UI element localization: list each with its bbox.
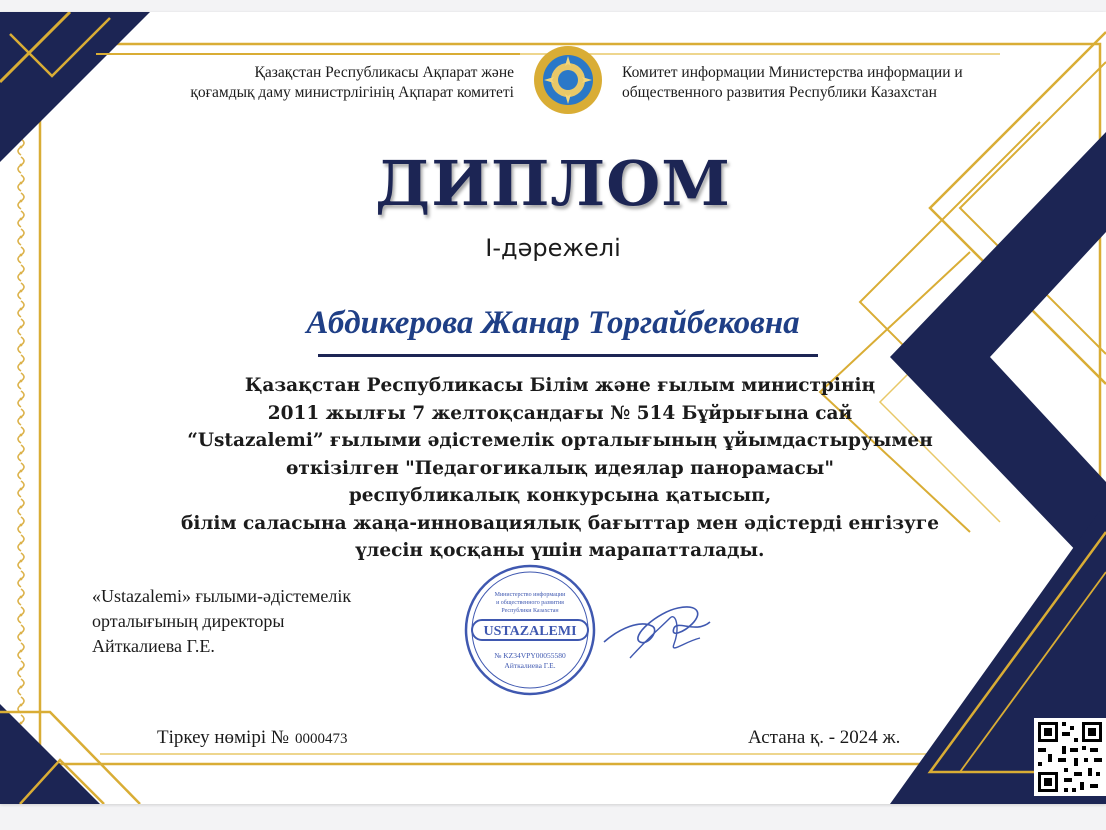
body-line: білім саласына жаңа-инновациялық бағыттар мен әдістерді енгізуге (181, 512, 939, 534)
signatory-org: «Ustazalemi» ғылыми-әдістемелік (92, 586, 352, 606)
diploma-page (0, 12, 1106, 804)
reg-number: 0000473 (294, 731, 348, 747)
body-line: “Ustazalemi” ғылыми әдістемелік орталығының ұйымдастыруымен (187, 430, 933, 451)
signatory-name: Айткалиева Г.Е. (92, 636, 215, 656)
header-right-line2: общественного развития Республики Казахстан (622, 84, 937, 101)
header-right (622, 63, 1062, 103)
state-emblem-icon (530, 42, 606, 118)
diploma-degree: І-дәрежелі (485, 234, 621, 262)
body-line: үлесін қосқаны үшін марапатталады. (355, 540, 765, 561)
diploma-title: ДИПЛОМ (375, 147, 731, 220)
qr-code-icon (1034, 718, 1106, 796)
header-left (74, 63, 514, 103)
signatory-block (92, 584, 351, 659)
recipient-name: Абдикерова Жанар Торгайбековна (306, 305, 800, 341)
official-stamp (462, 562, 598, 698)
body-line: Қазақстан Республикасы Білім және ғылым министрінің (244, 375, 876, 396)
body-line: өткізілген "Педагогикалық идеялар панорамасы" (286, 457, 834, 479)
handwritten-signature (600, 598, 720, 668)
stamp-number: № KZ34VPY00055580 (494, 651, 566, 660)
name-underline (318, 354, 818, 357)
header-left-line1: Қазақстан Республикасы Ақпарат және (254, 64, 514, 81)
header-right-line1: Комитет информации Министерства информации и (622, 64, 963, 81)
stamp-name: Айткалиева Г.Е. (504, 661, 556, 670)
svg-text:и общественного развития: и общественного развития (496, 600, 564, 606)
svg-text:Министерство информации: Министерство информации (494, 592, 566, 598)
header-left-line2: қоғамдық даму министрлігінің Ақпарат комитеті (190, 84, 514, 101)
diploma-body (120, 372, 1000, 565)
svg-text:Республики Казахстан: Республики Казахстан (501, 608, 559, 614)
stamp-center-text: USTAZALEMI (483, 624, 577, 639)
city-date: Астана қ. - 2024 ж. (748, 727, 901, 748)
reg-label: Тіркеу нөмірі № (157, 727, 289, 748)
body-line: республикалық конкурсына қатысып, (348, 485, 772, 506)
corner-bottom-left (0, 704, 100, 804)
body-line: 2011 жылғы 7 желтоқсандағы № 514 Бұйрығына сай (267, 402, 853, 424)
signatory-role: орталығының директоры (92, 611, 285, 631)
registration-number (157, 727, 347, 749)
